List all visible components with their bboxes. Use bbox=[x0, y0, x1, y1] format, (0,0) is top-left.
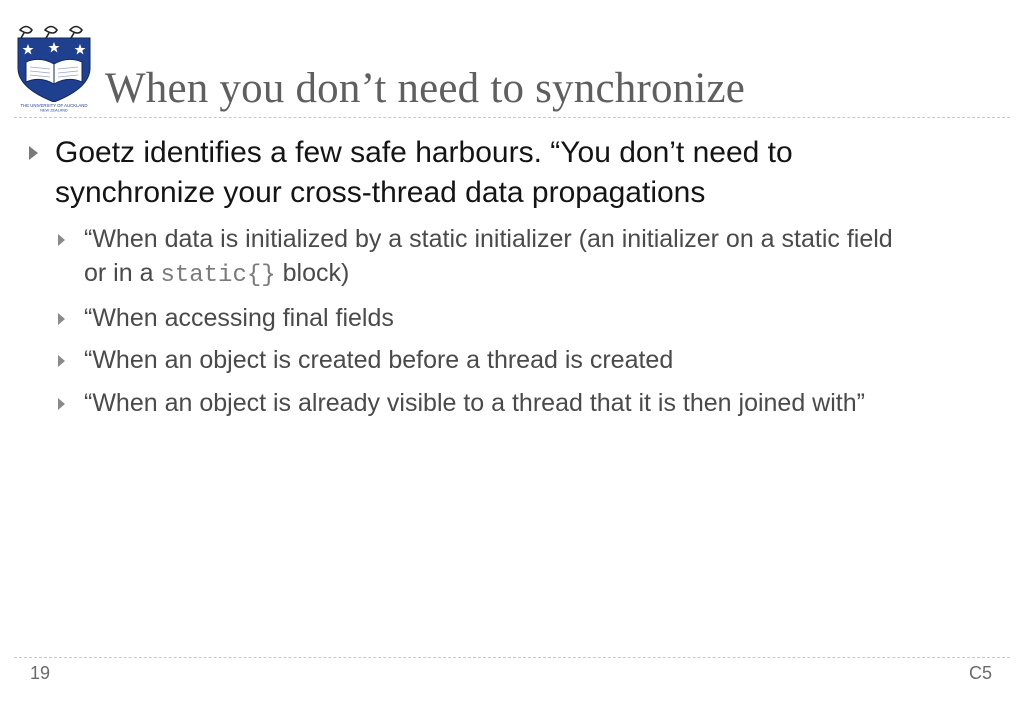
sub-bullet-line2 bbox=[84, 256, 893, 293]
course-code: C5 bbox=[968, 663, 992, 683]
main-bullet-line2: synchronize your cross-thread data propagations bbox=[55, 176, 706, 209]
sub-bullet-line2-prefix: or in a bbox=[84, 259, 154, 287]
static-block-code: static{} bbox=[160, 262, 276, 289]
page-number: 19 bbox=[30, 663, 51, 683]
logo-caption-line2: NEW ZEALAND bbox=[40, 108, 68, 112]
title-divider bbox=[14, 117, 1010, 118]
sub-bullet-arrow-icon bbox=[58, 398, 65, 410]
main-bullet-arrow-icon bbox=[29, 146, 38, 160]
sub-bullet-final-fields: “When accessing final fields bbox=[84, 304, 394, 332]
university-logo bbox=[14, 22, 94, 112]
sub-bullet-joined-thread: “When an object is already visible to a thread that it is then joined with” bbox=[84, 389, 865, 417]
sub-bullet-object-before-thread: “When an object is created before a thread is created bbox=[84, 346, 674, 374]
main-bullet-text bbox=[55, 133, 955, 213]
slide-title: When you don’t need to synchronize bbox=[105, 65, 746, 112]
sub-bullet-line1: “When data is initialized by a static initializer (an initializer on a static field bbox=[84, 225, 893, 253]
sub-bullet-arrow-icon bbox=[58, 234, 65, 246]
main-bullet-line1: Goetz identifies a few safe harbours. “You don’t need to bbox=[55, 136, 793, 169]
sub-bullet-arrow-icon bbox=[58, 355, 65, 367]
sub-bullet-line2-suffix: block) bbox=[282, 259, 350, 287]
sub-bullet-static-initializer bbox=[84, 222, 893, 293]
logo-caption-line1: THE UNIVERSITY OF AUCKLAND bbox=[20, 103, 88, 108]
sub-bullet-arrow-icon bbox=[58, 313, 65, 325]
footer-divider bbox=[14, 657, 1010, 658]
